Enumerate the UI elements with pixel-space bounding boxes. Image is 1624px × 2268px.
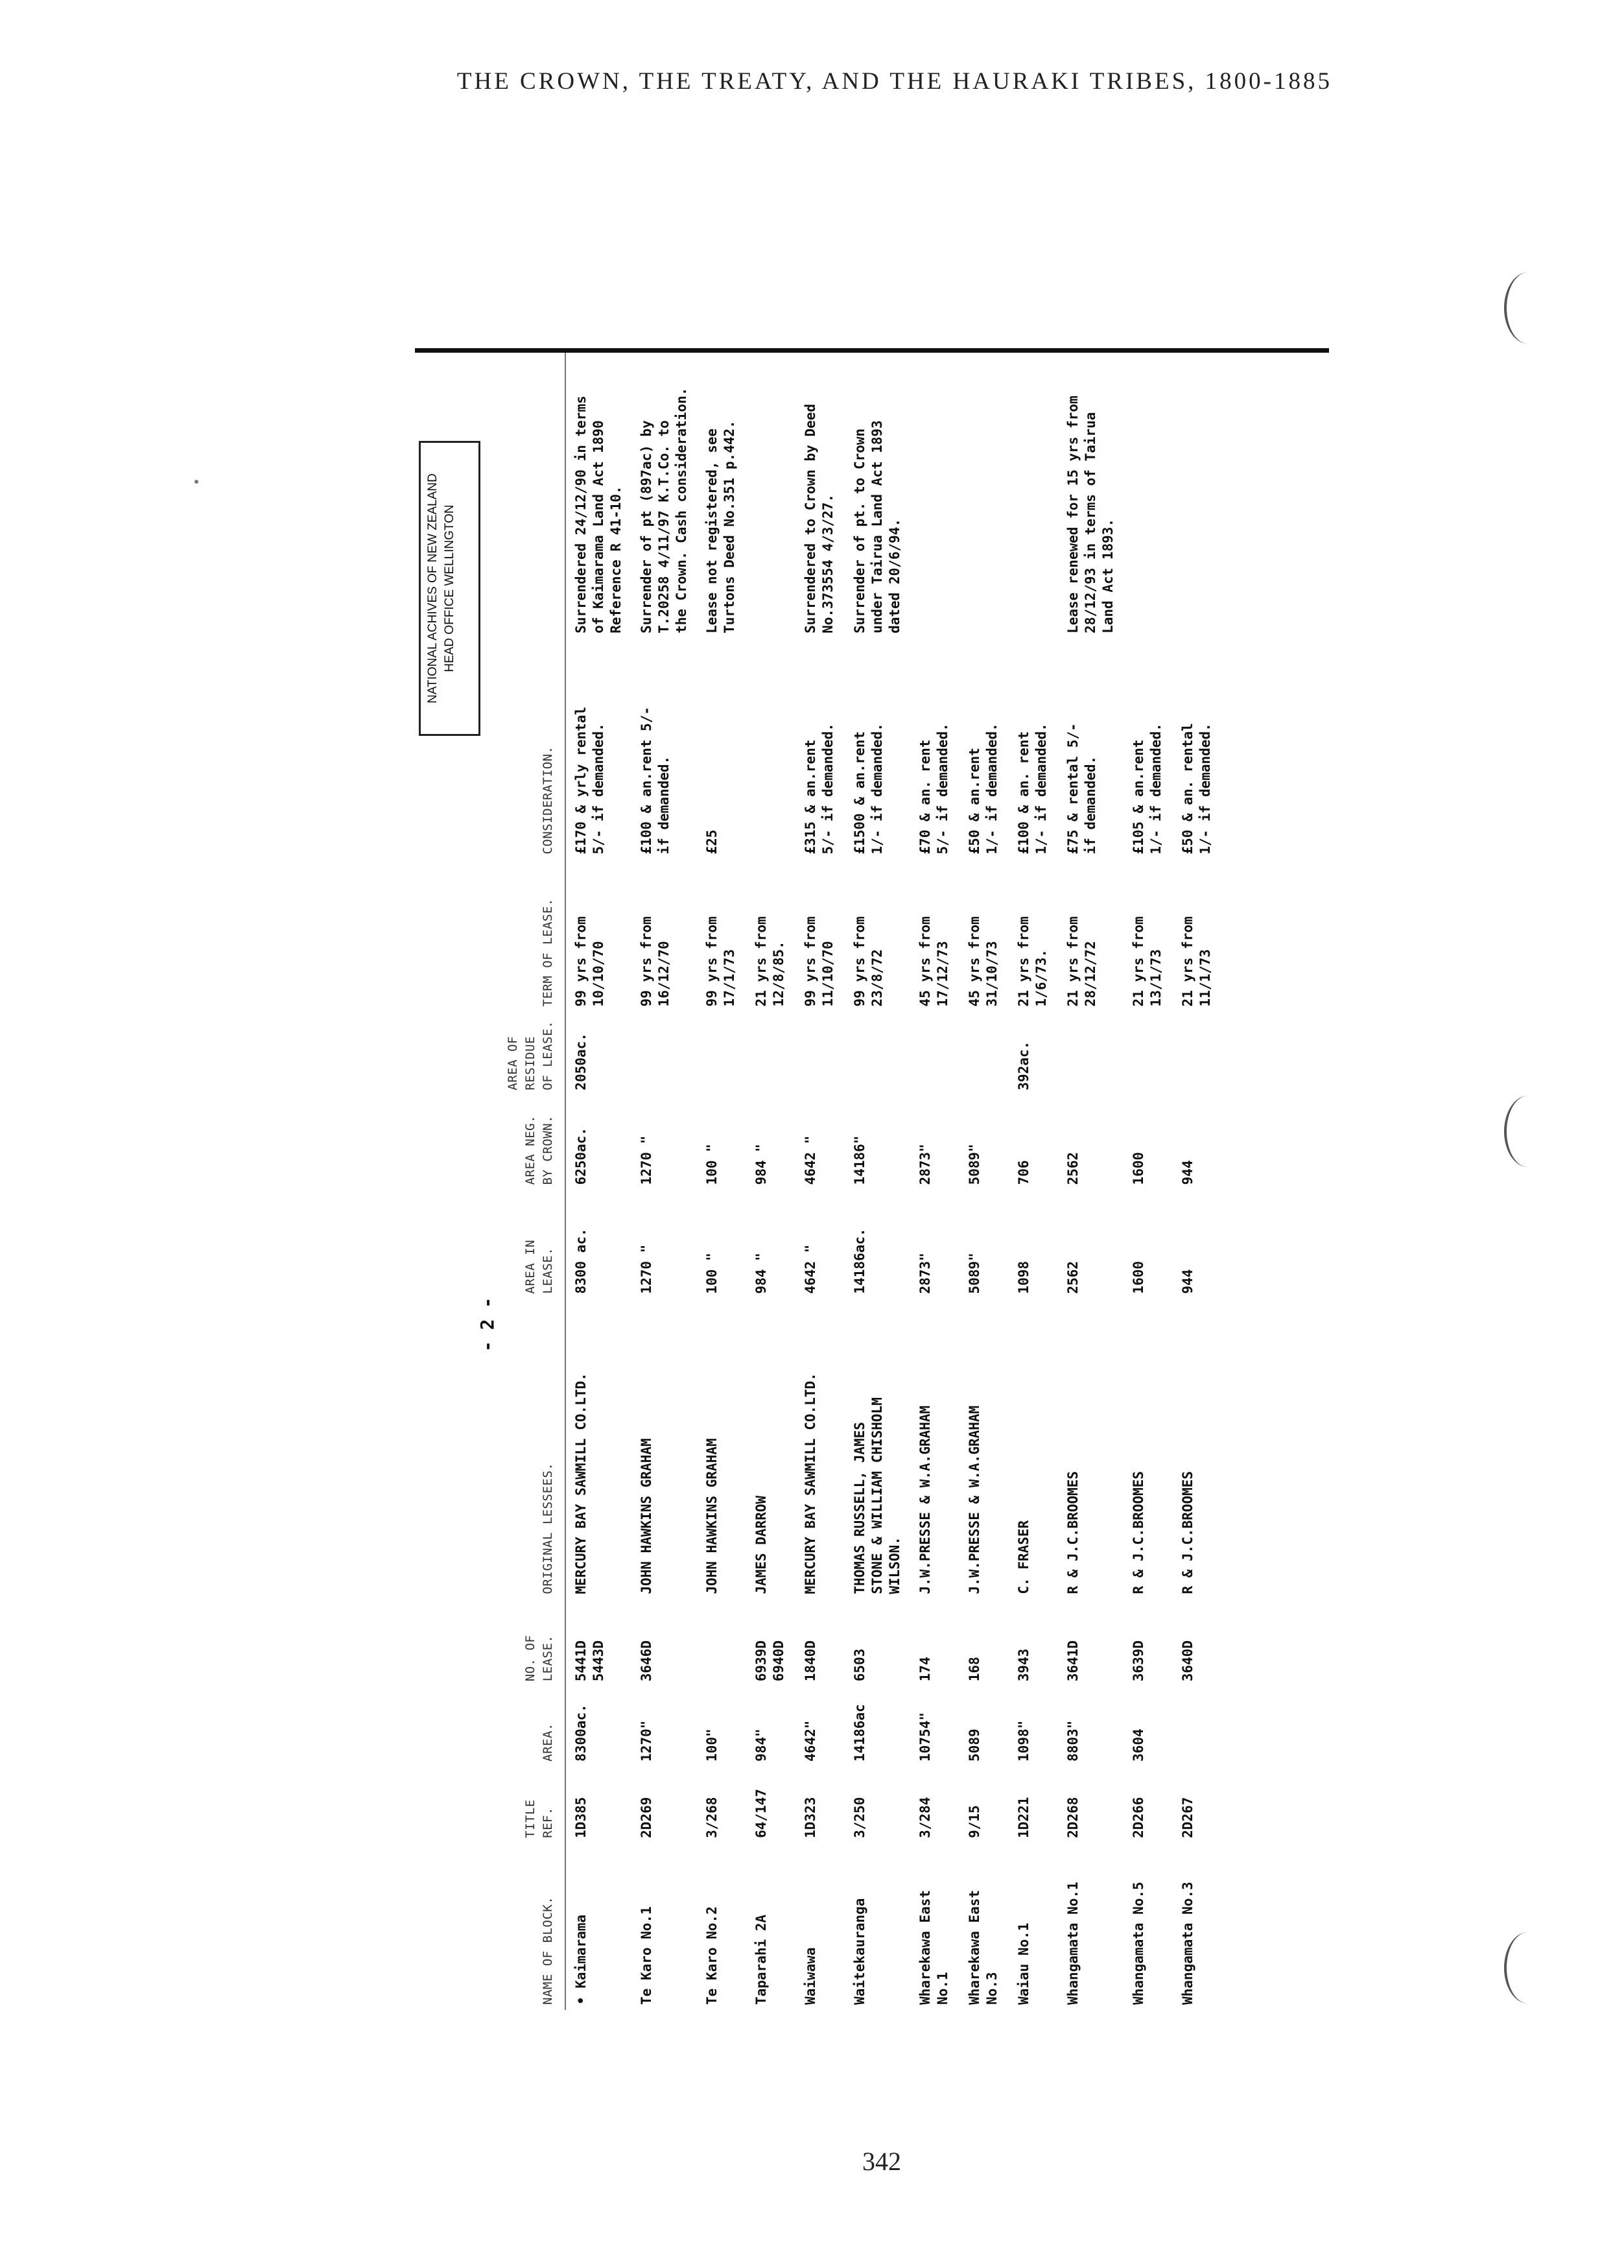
top-rule [415,348,1329,353]
cell-name: • Kaimarama [573,1914,589,2005]
cell-area-crown: 6250ac. [573,1127,589,1185]
cell-name: Waitekauranga [852,1898,867,2005]
cell-name: Waiwawa [803,1947,818,2005]
cell-area: 100" [704,1729,720,1762]
cell-lease-no: 1840D [803,1640,818,1682]
cell-remarks: Surrender of pt (897ac) by T.20258 4/11/97 K.T.Co. to the Crown. Cash consideration. [639,387,689,633]
table-row [1124,353,1173,2010]
table-row [959,353,1009,2010]
cell-remarks [1009,353,1058,639]
cell-title-ref: 1D323 [803,1797,818,1838]
cell-area: 8803" [1065,1720,1081,1762]
cell-title-ref: 2D267 [1180,1797,1195,1838]
cell-area-residue [1058,1011,1124,1095]
cell-name: Whangamata No.5 [1131,1882,1146,2005]
cell-lease-no: 3943 [1016,1648,1031,1682]
cell-area-residue [1124,1011,1173,1095]
cell-name: Wharekawa East No.1 [917,1889,950,2005]
cell-area-crown: 14186" [852,1135,867,1185]
cell-lessees: J.W.PRESSE & W.A.GRAHAM [917,1405,933,1594]
header-area-in-lease: AREA IN LEASE. [499,1190,565,1299]
table-row [631,353,697,2010]
cell-area: 10754" [917,1712,933,1762]
cell-area-lease: 8300 ac. [573,1228,589,1294]
cell-term: 99 yrs from 10/10/70 [573,916,606,1007]
cell-area-residue [959,1011,1009,1095]
cell-area-lease: 1270 " [639,1244,654,1294]
cell-area-crown: 984 " [753,1144,769,1185]
cell-lessees: MERCURY BAY SAWMILL CO.LTD. [573,1373,589,1594]
cell-term: 99 yrs from 16/12/70 [639,916,672,1007]
cell-remarks: Surrender of pt. to Crown under Tairua Land Act 1893 dated 20/6/94. [852,420,902,633]
cell-remarks [910,353,959,639]
cell-title-ref: 2D266 [1131,1797,1146,1838]
cell-area-lease: 100 " [704,1253,720,1294]
cell-area: 1270" [639,1720,654,1762]
cell-title-ref: 2D268 [1065,1797,1081,1838]
cell-name: Te Karo No.2 [704,1906,720,2005]
margin-bracket-mark [1504,1932,1552,2003]
cell-lease-no: 3640D [1180,1640,1195,1682]
cell-consideration: £50 & an.rent 1/- if demanded. [967,723,1000,855]
cell-area-crown: 1270 " [639,1135,654,1185]
table-row [697,353,746,2010]
cell-name: Taparahi 2A [753,1914,769,2005]
cell-area-lease: 2873" [917,1253,933,1294]
sub-page-number: - 2 - [477,1297,498,1352]
header-lease-no: NO. OF LEASE. [499,1600,565,1687]
cell-remarks: Lease not registered, see Turtons Deed No.351 p.442. [704,420,737,633]
header-area-residue: AREA OF RESIDUE OF LEASE. [499,1011,565,1095]
cell-remarks: Lease renewed for 15 yrs from 28/12/93 in terms of Tairua Land Act 1893. [1065,396,1116,633]
table-row [1009,353,1058,2010]
cell-title-ref: 9/15 [967,1805,982,1838]
cell-lease-no: 5441D 5443D [573,1640,606,1682]
header-name-of-block: NAME OF BLOCK. [499,1843,565,2010]
cell-title-ref: 64/147 [753,1788,769,1838]
cell-area-crown: 4642 " [803,1135,818,1185]
cell-lessees: JOHN HAWKINS GRAHAM [704,1438,720,1594]
cell-area: 14186ac [852,1704,867,1762]
cell-area-lease: 984 " [753,1253,769,1294]
table-header-row [499,353,565,2010]
cell-area-crown: 706 [1016,1160,1031,1185]
cell-lease-no: 6503 [852,1648,867,1682]
cell-area-residue [631,1011,697,1095]
cell-term: 21 yrs from 1/6/73. [1016,916,1049,1007]
cell-area-crown: 2873" [917,1144,933,1185]
cell-area-crown: 1600 [1131,1152,1146,1185]
cell-area-crown: 5089" [967,1144,982,1185]
cell-lessees: R & J.C.BROOMES [1180,1471,1195,1594]
cell-area-lease: 1600 [1131,1260,1146,1294]
header-title-ref: TITLE REF. [499,1767,565,1843]
table-row [565,353,631,2010]
header-area-crown: AREA NEG. BY CROWN. [499,1096,565,1190]
margin-bracket-mark [1504,1096,1552,1167]
cell-remarks [1124,353,1173,639]
cell-area: 1098" [1016,1720,1031,1762]
cell-area: 984" [753,1729,769,1762]
cell-lease-no: 6939D 6940D [753,1640,786,1682]
cell-consideration: £75 & rental 5/- if demanded. [1065,723,1098,855]
header-area: AREA. [499,1686,565,1767]
cell-name: Whangamata No.1 [1065,1882,1081,2005]
cell-area-crown: 100 " [704,1144,720,1185]
cell-lease-no [697,1600,746,1687]
cell-lease-no: 168 [967,1657,982,1682]
stamp-line: NATIONAL ACHIVES OF NEW ZEALAND [426,473,440,703]
rotated-document-region [415,272,1329,2010]
cell-lessees: MERCURY BAY SAWMILL CO.LTD. [803,1373,818,1594]
cell-title-ref: 3/268 [704,1797,720,1838]
cell-lease-no: 174 [917,1657,933,1682]
header-term: TERM OF LEASE. [499,860,565,1012]
cell-title-ref: 1D221 [1016,1797,1031,1838]
cell-title-ref: 3/284 [917,1797,933,1838]
cell-consideration: £25 [704,829,720,855]
cell-consideration: £50 & an. rental 1/- if demanded. [1180,723,1213,855]
cell-area-residue [910,1011,959,1095]
cell-term: 99 yrs from 11/10/70 [803,916,836,1007]
cell-consideration: £100 & an.rent 5/- if demanded. [639,706,672,855]
cell-title-ref: 1D385 [573,1797,589,1838]
cell-remarks: Surrendered 24/12/90 in terms of Kaimarama Land Act 1890 Reference R 41-10. [573,396,624,633]
cell-lessees: JAMES DARROW [753,1495,769,1594]
cell-area: 4642" [803,1720,818,1762]
cell-lessees: R & J.C.BROOMES [1065,1471,1081,1594]
cell-area-residue [697,1011,746,1095]
cell-term: 99 yrs from 23/8/72 [852,916,885,1007]
cell-consideration [746,639,795,860]
lease-schedule [415,272,1329,2010]
cell-remarks [1173,353,1222,639]
cell-term: 21 yrs from 11/1/73 [1180,916,1213,1007]
cell-consideration: £315 & an.rent 5/- if demanded. [803,723,836,855]
cell-lessees: JOHN HAWKINS GRAHAM [639,1438,654,1594]
cell-area-lease: 5089" [967,1253,982,1294]
cell-area-lease: 14186ac. [852,1228,867,1294]
cell-term: 21 yrs from 28/12/72 [1065,916,1098,1007]
cell-area-crown: 944 [1180,1160,1195,1185]
cell-area-lease: 1098 [1016,1260,1031,1294]
cell-area: 3604 [1131,1729,1146,1762]
margin-bracket-mark [1504,272,1552,344]
cell-lessees: C. FRASER [1016,1520,1031,1594]
table-row [910,353,959,2010]
cell-area-residue [1173,1011,1222,1095]
cell-name: Wharekawa East No.3 [967,1889,1000,2005]
cell-term: 45 yrs from 31/10/73 [967,916,1000,1007]
page-number: 342 [862,2147,901,2176]
cell-area-residue [795,1011,845,1095]
cell-consideration: £1500 & an.rent 1/- if demanded. [852,723,885,855]
table-row [845,353,910,2010]
cell-remarks [746,353,795,639]
archives-stamp [419,441,480,736]
cell-area-lease: 944 [1180,1269,1195,1294]
cell-lessees: J.W.PRESSE & W.A.GRAHAM [967,1405,982,1594]
cell-area: 8300ac. [573,1704,589,1762]
cell-term: 21 yrs from 12/8/85. [753,916,786,1007]
cell-consideration: £170 & yrly rental 5/- if demanded. [573,706,606,855]
running-head: THE CROWN, THE TREATY, AND THE HAURAKI TRIBES, 1800-1885 [456,68,1332,95]
cell-lessees: R & J.C.BROOMES [1131,1471,1146,1594]
cell-lease-no: 3646D [639,1640,654,1682]
cell-area-crown: 2562 [1065,1152,1081,1185]
cell-lessees: THOMAS RUSSELL, JAMES STONE & WILLIAM CHISHOLM WILSON. [852,1397,902,1594]
cell-term: 99 yrs from 17/1/73 [704,916,737,1007]
table-row [746,353,795,2010]
cell-area-residue: 392ac. [1016,1041,1031,1091]
cell-name: Whangamata No.3 [1180,1882,1195,2005]
cell-term: 21 yrs from 13/1/73 [1131,916,1164,1007]
cell-remarks: Surrendered to Crown by Deed No.373554 4/3/27. [803,403,836,633]
header-consideration: CONSIDERATION. [499,639,565,860]
cell-term: 45 yrs from 17/12/73 [917,916,950,1007]
cell-title-ref: 2D269 [639,1797,654,1838]
cell-consideration: £100 & an. rent 1/- if demanded. [1016,723,1049,855]
cell-area-residue: 2050ac. [573,1033,589,1091]
cell-lease-no: 3639D [1131,1640,1146,1682]
cell-area-residue [845,1011,910,1095]
table-row [1058,353,1124,2010]
cell-name: Te Karo No.1 [639,1906,654,2005]
cell-area: 5089 [967,1729,982,1762]
cell-area-residue [746,1011,795,1095]
table-row [795,353,845,2010]
cell-area-lease: 4642 " [803,1244,818,1294]
cell-area-lease: 2562 [1065,1260,1081,1294]
cell-lease-no: 3641D [1065,1640,1081,1682]
stamp-line: HEAD OFFICE WELLINGTON [443,504,456,672]
cell-area [1173,1686,1222,1767]
cell-remarks [959,353,1009,639]
lease-table [499,353,1222,2010]
table-row [1173,353,1222,2010]
header-remarks [499,353,565,639]
cell-consideration: £105 & an.rent 1/- if demanded. [1131,723,1164,855]
cell-consideration: £70 & an. rent 5/- if demanded. [917,723,950,855]
cell-name: Waiau No.1 [1016,1922,1031,2005]
header-original-lessees: ORIGINAL LESSEES. [499,1299,565,1600]
cell-title-ref: 3/250 [852,1797,867,1838]
stray-mark [194,480,198,484]
